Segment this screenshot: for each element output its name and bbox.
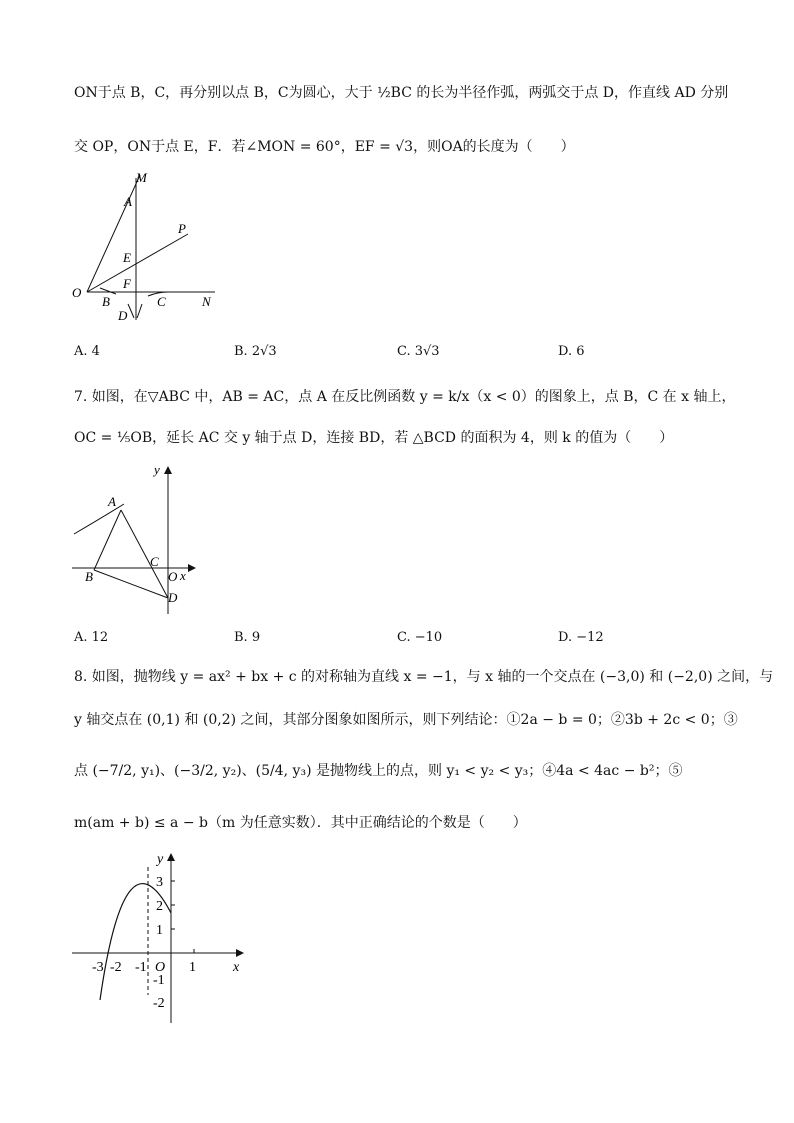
q6-option-b: B. 2√3 (234, 344, 277, 359)
q7-option-d: D. −12 (558, 630, 604, 645)
label-c: C (157, 294, 166, 309)
q7-figure (68, 462, 208, 617)
label-y-1: 1 (156, 923, 163, 938)
y-axis-arrow (167, 853, 175, 861)
q7-option-c: C. −10 (397, 630, 443, 645)
label-b: B (85, 569, 93, 584)
q8-text-line-1: 8. 如图，抛物线 y = ax² + bx + c 的对称轴为直线 x = −1，与 x 轴的一个交点在 (−3,0) 和 (−2,0) 之间，与 (74, 669, 774, 685)
label-o: O (168, 569, 178, 584)
label-x: x (180, 568, 186, 583)
label-f: F (123, 276, 131, 291)
ray-om (87, 175, 140, 292)
y-axis-arrow (164, 466, 172, 474)
label-m: M (136, 170, 147, 185)
label-n: N (202, 294, 211, 309)
label-y-neg2: -2 (153, 996, 165, 1011)
label-y-2: 2 (156, 899, 163, 914)
label-x-neg3: -3 (92, 960, 104, 975)
label-y-neg1: -1 (153, 973, 165, 988)
segment-bd (94, 570, 168, 598)
arc-d2 (137, 304, 142, 318)
q6-option-c: C. 3√3 (397, 344, 440, 359)
q6-option-a: A. 4 (74, 344, 100, 359)
label-c: C (150, 554, 159, 569)
label-o: O (72, 285, 82, 300)
label-e: E (123, 250, 131, 265)
label-y-3: 3 (156, 875, 163, 890)
q6-option-d: D. 6 (558, 344, 585, 359)
label-b: B (102, 294, 110, 309)
q8-text-line-3: 点 (−7/2, y₁)、(−3/2, y₂)、(5/4, y₃) 是抛物线上的点，则 y₁ < y₂ < y₃；④4a < 4ac − b²；⑤ (74, 763, 683, 779)
label-o: O (155, 960, 166, 975)
q8-figure (70, 845, 255, 1025)
label-p: P (178, 221, 186, 236)
q7-option-a: A. 12 (74, 630, 109, 645)
q8-text-line-4: m(am + b) ≤ a − b（m 为任意实数）．其中正确结论的个数是（ ） (74, 815, 527, 831)
label-x: x (233, 960, 240, 975)
arc-d1 (128, 304, 134, 318)
label-x-1: 1 (189, 960, 196, 975)
x-axis-arrow (236, 949, 244, 957)
q6-figure (70, 170, 230, 325)
x-axis-arrow (188, 564, 196, 572)
q8-text-line-2: y 轴交点在 (0,1) 和 (0,2) 之间，其部分图象如图所示，则下列结论：①2a − b = 0；②3b + 2c < 0；③ (74, 712, 738, 728)
label-d: D (118, 308, 128, 323)
q7-text-line-1: 7. 如图，在▽ABC 中，AB = AC，点 A 在反比例函数 y = k/x（x < 0）的图象上，点 B，C 在 x 轴上， (74, 389, 736, 405)
segment-ab (94, 510, 121, 570)
ray-op (87, 234, 188, 292)
label-y: y (157, 852, 164, 867)
label-d: D (168, 590, 178, 605)
label-a: A (124, 194, 132, 209)
q7-text-line-2: OC = ⅕OB，延长 AC 交 y 轴于点 D，连接 BD，若 △BCD 的面积为 4，则 k 的值为（ ） (74, 430, 674, 446)
segment-ad (121, 510, 168, 598)
q6-text-line-2: 交 OP，ON于点 E，F．若∠MON = 60°，EF = √3，则OA的长度为（ ） (74, 139, 575, 155)
q6-text-line-1: ON于点 B，C，再分别以点 B，C为圆心，大于 ½BC 的长为半径作弧，两弧交于点 D，作直线 AD 分别 (74, 85, 729, 101)
q7-option-b: B. 9 (234, 630, 261, 645)
label-y: y (154, 462, 160, 477)
label-x-neg1: -1 (135, 960, 147, 975)
label-x-neg2: -2 (110, 960, 122, 975)
label-a: A (108, 494, 116, 509)
